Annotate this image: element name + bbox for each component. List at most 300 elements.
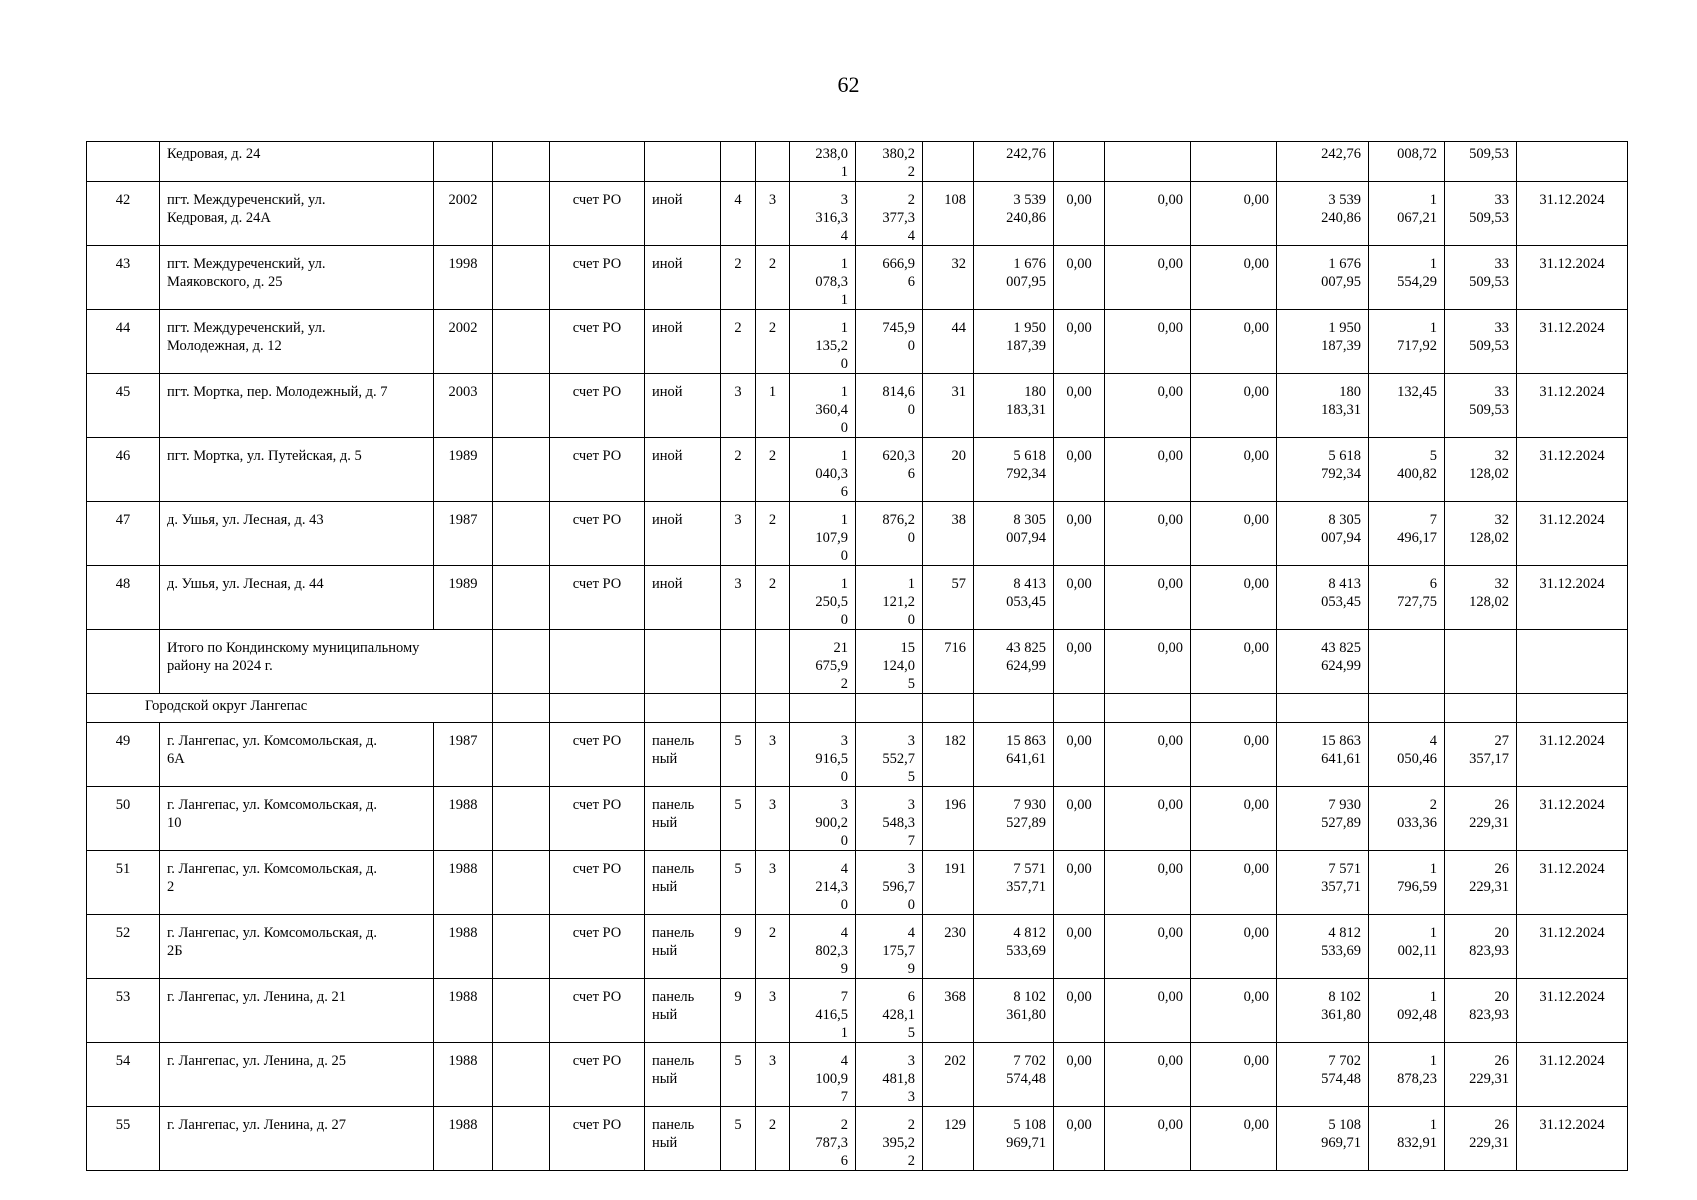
cell-date: 31.12.2024 — [1517, 1043, 1628, 1107]
cell-v3: 0,00 — [1191, 1107, 1277, 1171]
cell-empty — [493, 630, 550, 694]
cell-floors: 2 — [721, 310, 756, 374]
cell-v1: 0,00 — [1054, 374, 1105, 438]
cell-floors — [721, 142, 756, 182]
cell-price-limit: 26 229,31 — [1445, 1107, 1517, 1171]
cell-v3: 0,00 — [1191, 979, 1277, 1043]
cell-material: панель ный — [645, 979, 721, 1043]
cell-cost-fund: 4 812 533,69 — [1277, 915, 1369, 979]
cell-area-living: 814,6 0 — [856, 374, 923, 438]
cell-fund: счет РО — [550, 1043, 645, 1107]
cell-fund: счет РО — [550, 310, 645, 374]
cell-people — [923, 142, 974, 182]
cell-entrances: 2 — [756, 246, 790, 310]
cell-v1: 0,00 — [1054, 787, 1105, 851]
table-row — [87, 182, 1628, 246]
cell-number — [87, 630, 160, 694]
cell-people: 368 — [923, 979, 974, 1043]
cell-material: панель ный — [645, 787, 721, 851]
cell-people: 129 — [923, 1107, 974, 1171]
cell-number: 44 — [87, 310, 160, 374]
cell-year: 1987 — [434, 502, 493, 566]
cell-cost-total: 5 618 792,34 — [974, 438, 1054, 502]
cell-material: иной — [645, 182, 721, 246]
cell-v1: 0,00 — [1054, 851, 1105, 915]
cell-empty — [493, 142, 550, 182]
cell-price-limit: 27 357,17 — [1445, 723, 1517, 787]
total-a1: 21 675,9 2 — [790, 630, 856, 694]
cell-fund: счет РО — [550, 915, 645, 979]
cell-address: пгт. Междуреченский, ул. Маяковского, д. 25 — [160, 246, 434, 310]
cell-cost-fund: 5 108 969,71 — [1277, 1107, 1369, 1171]
cell-area-total: 1 078,3 1 — [790, 246, 856, 310]
cell-area-living: 745,9 0 — [856, 310, 923, 374]
table-row — [87, 787, 1628, 851]
cell-material: иной — [645, 438, 721, 502]
cell-price-limit: 33 509,53 — [1445, 182, 1517, 246]
cell-empty — [493, 374, 550, 438]
cell-price-limit: 32 128,02 — [1445, 502, 1517, 566]
cell-price-limit: 32 128,02 — [1445, 438, 1517, 502]
cell-number: 51 — [87, 851, 160, 915]
cell-entrances — [756, 142, 790, 182]
cell-number: 49 — [87, 723, 160, 787]
cell-cost-total: 7 702 574,48 — [974, 1043, 1054, 1107]
cell-floors: 3 — [721, 502, 756, 566]
cell-number: 52 — [87, 915, 160, 979]
cell-entrances: 3 — [756, 1043, 790, 1107]
cell-v3: 0,00 — [1191, 915, 1277, 979]
cell-area-total: 3 316,3 4 — [790, 182, 856, 246]
cell-v2 — [1105, 142, 1191, 182]
table-row — [87, 851, 1628, 915]
cell-people: 38 — [923, 502, 974, 566]
cell-empty — [974, 694, 1054, 723]
cell-cost-fund: 1 950 187,39 — [1277, 310, 1369, 374]
cell-empty — [493, 438, 550, 502]
cell-number: 48 — [87, 566, 160, 630]
cell-v2: 0,00 — [1105, 182, 1191, 246]
cell-material — [645, 142, 721, 182]
cell-address: Кедровая, д. 24 — [160, 142, 434, 182]
cell-year — [434, 142, 493, 182]
cell-area-living: 3 548,3 7 — [856, 787, 923, 851]
cell-v2: 0,00 — [1105, 723, 1191, 787]
cell-cost-fund: 3 539 240,86 — [1277, 182, 1369, 246]
cell-cost-total: 15 863 641,61 — [974, 723, 1054, 787]
cell-address: пгт. Междуреченский, ул. Молодежная, д. 12 — [160, 310, 434, 374]
cell-year: 2002 — [434, 310, 493, 374]
cell-date: 31.12.2024 — [1517, 723, 1628, 787]
cell-v2: 0,00 — [1105, 979, 1191, 1043]
cell-entrances: 1 — [756, 374, 790, 438]
cell-cost-fund: 7 930 527,89 — [1277, 787, 1369, 851]
cell-empty — [1517, 694, 1628, 723]
cell-empty — [493, 310, 550, 374]
cell-material: иной — [645, 566, 721, 630]
cell-price-sqm: 7 496,17 — [1369, 502, 1445, 566]
cell-cost-total: 242,76 — [974, 142, 1054, 182]
cell-empty — [1105, 694, 1191, 723]
table-row — [87, 1043, 1628, 1107]
cell-entrances: 2 — [756, 1107, 790, 1171]
cell-address: г. Лангепас, ул. Комсомольская, д. 2Б — [160, 915, 434, 979]
cell-empty — [493, 694, 550, 723]
cell-entrances: 2 — [756, 566, 790, 630]
cell-entrances: 3 — [756, 787, 790, 851]
cell-material: панель ный — [645, 915, 721, 979]
cell-number: 46 — [87, 438, 160, 502]
cell-area-total: 1 135,2 0 — [790, 310, 856, 374]
cell-address: г. Лангепас, ул. Комсомольская, д. 10 — [160, 787, 434, 851]
cell-v2: 0,00 — [1105, 915, 1191, 979]
cell-date: 31.12.2024 — [1517, 979, 1628, 1043]
table-row — [87, 1107, 1628, 1171]
cell-price-sqm: 1 092,48 — [1369, 979, 1445, 1043]
cell-number: 43 — [87, 246, 160, 310]
cell-date: 31.12.2024 — [1517, 246, 1628, 310]
cell-empty — [493, 723, 550, 787]
cell-area-total: 1 250,5 0 — [790, 566, 856, 630]
cell-v1: 0,00 — [1054, 310, 1105, 374]
cell-date: 31.12.2024 — [1517, 374, 1628, 438]
cell-entrances: 2 — [756, 438, 790, 502]
cell-price-sqm: 5 400,82 — [1369, 438, 1445, 502]
cell-date — [1517, 142, 1628, 182]
cell-people: 31 — [923, 374, 974, 438]
cell-fund: счет РО — [550, 374, 645, 438]
cell-v1: 0,00 — [1054, 1107, 1105, 1171]
cell-cost-total: 180 183,31 — [974, 374, 1054, 438]
cell-people: 230 — [923, 915, 974, 979]
cell-area-total: 3 900,2 0 — [790, 787, 856, 851]
cell-price-sqm: 1 554,29 — [1369, 246, 1445, 310]
cell-year: 1989 — [434, 566, 493, 630]
cell-entrances: 2 — [756, 310, 790, 374]
cell-v2: 0,00 — [1105, 246, 1191, 310]
cell-v1: 0,00 — [1054, 979, 1105, 1043]
cell-year: 1998 — [434, 246, 493, 310]
cell-fund: счет РО — [550, 502, 645, 566]
cell-cost-total: 8 305 007,94 — [974, 502, 1054, 566]
cell-empty — [493, 787, 550, 851]
cell-v2: 0,00 — [1105, 787, 1191, 851]
cell-material — [645, 630, 721, 694]
cell-year: 1988 — [434, 915, 493, 979]
cell-price-sqm: 6 727,75 — [1369, 566, 1445, 630]
cell-empty — [493, 1107, 550, 1171]
table-body — [87, 142, 1628, 1171]
table-row — [87, 246, 1628, 310]
cell-area-living: 4 175,7 9 — [856, 915, 923, 979]
cell-price-sqm: 1 878,23 — [1369, 1043, 1445, 1107]
cell-empty — [1277, 694, 1369, 723]
cell-price-sqm: 008,72 — [1369, 142, 1445, 182]
cell-number: 50 — [87, 787, 160, 851]
cell-cost-fund: 8 305 007,94 — [1277, 502, 1369, 566]
cell-date: 31.12.2024 — [1517, 787, 1628, 851]
cell-cost-total: 8 102 361,80 — [974, 979, 1054, 1043]
cell-v2: 0,00 — [1105, 502, 1191, 566]
total-v1: 0,00 — [1054, 630, 1105, 694]
cell-cost-fund: 8 413 053,45 — [1277, 566, 1369, 630]
cell-cost-fund: 7 571 357,71 — [1277, 851, 1369, 915]
cell-v3: 0,00 — [1191, 182, 1277, 246]
cell-v1: 0,00 — [1054, 915, 1105, 979]
cell-floors: 5 — [721, 1043, 756, 1107]
total-v3: 0,00 — [1191, 630, 1277, 694]
cell-empty — [493, 979, 550, 1043]
cell-cost-fund: 15 863 641,61 — [1277, 723, 1369, 787]
total-people: 716 — [923, 630, 974, 694]
cell-empty — [493, 915, 550, 979]
cell-v1: 0,00 — [1054, 182, 1105, 246]
cell-empty — [493, 566, 550, 630]
cell-v2: 0,00 — [1105, 566, 1191, 630]
cell-fund: счет РО — [550, 1107, 645, 1171]
cell-year: 1987 — [434, 723, 493, 787]
cell-material: панель ный — [645, 851, 721, 915]
cell-cost-total: 1 676 007,95 — [974, 246, 1054, 310]
cell-entrances — [756, 630, 790, 694]
cell-people: 202 — [923, 1043, 974, 1107]
cell-fund: счет РО — [550, 723, 645, 787]
cell-area-total: 238,0 1 — [790, 142, 856, 182]
cell-material: иной — [645, 502, 721, 566]
cell-price-limit: 509,53 — [1445, 142, 1517, 182]
cell-fund: счет РО — [550, 979, 645, 1043]
cell-address: пгт. Междуреченский, ул. Кедровая, д. 24А — [160, 182, 434, 246]
cell-fund: счет РО — [550, 182, 645, 246]
cell-empty — [1191, 694, 1277, 723]
table-row — [87, 502, 1628, 566]
cell-floors: 9 — [721, 979, 756, 1043]
cell-v3: 0,00 — [1191, 723, 1277, 787]
cell-cost-total: 5 108 969,71 — [974, 1107, 1054, 1171]
cell-cost-total: 1 950 187,39 — [974, 310, 1054, 374]
cell-cost-total: 8 413 053,45 — [974, 566, 1054, 630]
cell-fund: счет РО — [550, 787, 645, 851]
cell-number: 42 — [87, 182, 160, 246]
cell-v1: 0,00 — [1054, 502, 1105, 566]
cell-fund: счет РО — [550, 246, 645, 310]
cell-area-living: 620,3 6 — [856, 438, 923, 502]
cell-v2: 0,00 — [1105, 851, 1191, 915]
cell-area-living: 2 395,2 2 — [856, 1107, 923, 1171]
cell-address: г. Лангепас, ул. Комсомольская, д. 2 — [160, 851, 434, 915]
cell-fund — [550, 142, 645, 182]
cell-price-limit: 33 509,53 — [1445, 310, 1517, 374]
total-label: Итого по Кондинскому муниципальному району на 2024 г. — [160, 630, 493, 694]
cell-price-sqm: 1 832,91 — [1369, 1107, 1445, 1171]
cell-v2: 0,00 — [1105, 1043, 1191, 1107]
cell-people: 57 — [923, 566, 974, 630]
cell-floors: 3 — [721, 566, 756, 630]
cell-address: г. Лангепас, ул. Ленина, д. 27 — [160, 1107, 434, 1171]
cell-v1: 0,00 — [1054, 246, 1105, 310]
cell-fund: счет РО — [550, 851, 645, 915]
cell-empty — [493, 246, 550, 310]
cell-area-living: 2 377,3 4 — [856, 182, 923, 246]
cell-price-limit: 26 229,31 — [1445, 787, 1517, 851]
cell-cost-total: 7 930 527,89 — [974, 787, 1054, 851]
cell-price-limit: 33 509,53 — [1445, 374, 1517, 438]
cell-date: 31.12.2024 — [1517, 915, 1628, 979]
cell-price-sqm: 1 002,11 — [1369, 915, 1445, 979]
cell-area-total: 1 040,3 6 — [790, 438, 856, 502]
cell-people: 44 — [923, 310, 974, 374]
cell-empty — [790, 694, 856, 723]
cell-cost-fund: 8 102 361,80 — [1277, 979, 1369, 1043]
cell-v1: 0,00 — [1054, 566, 1105, 630]
table-row-continued — [87, 142, 1628, 182]
cell-entrances: 2 — [756, 502, 790, 566]
cell-cost-total: 4 812 533,69 — [974, 915, 1054, 979]
cell-number: 54 — [87, 1043, 160, 1107]
cell-floors: 4 — [721, 182, 756, 246]
total-fsum: 43 825 624,99 — [1277, 630, 1369, 694]
table-row — [87, 310, 1628, 374]
cell-price-limit: 26 229,31 — [1445, 851, 1517, 915]
cell-fund: счет РО — [550, 566, 645, 630]
cell-number: 47 — [87, 502, 160, 566]
cell-v3: 0,00 — [1191, 1043, 1277, 1107]
cell-v2: 0,00 — [1105, 438, 1191, 502]
cell-v3: 0,00 — [1191, 566, 1277, 630]
cell-v3: 0,00 — [1191, 787, 1277, 851]
cell-area-total: 1 360,4 0 — [790, 374, 856, 438]
cell-entrances: 2 — [756, 915, 790, 979]
table-row — [87, 723, 1628, 787]
cell-number: 45 — [87, 374, 160, 438]
cell-v3: 0,00 — [1191, 502, 1277, 566]
cell-date — [1517, 630, 1628, 694]
cell-date: 31.12.2024 — [1517, 310, 1628, 374]
cell-material: иной — [645, 310, 721, 374]
cell-price-sqm: 2 033,36 — [1369, 787, 1445, 851]
cell-area-living: 3 552,7 5 — [856, 723, 923, 787]
cell-price-limit — [1445, 630, 1517, 694]
cell-year: 1988 — [434, 787, 493, 851]
cell-number: 53 — [87, 979, 160, 1043]
cell-price-sqm: 1 717,92 — [1369, 310, 1445, 374]
cell-v3: 0,00 — [1191, 851, 1277, 915]
cell-price-limit: 20 823,93 — [1445, 915, 1517, 979]
cell-year: 1988 — [434, 1043, 493, 1107]
cell-address: пгт. Мортка, пер. Молодежный, д. 7 — [160, 374, 434, 438]
cell-cost-fund: 7 702 574,48 — [1277, 1043, 1369, 1107]
cell-date: 31.12.2024 — [1517, 851, 1628, 915]
cell-v3 — [1191, 142, 1277, 182]
cell-people: 32 — [923, 246, 974, 310]
cell-address: г. Лангепас, ул. Комсомольская, д. 6А — [160, 723, 434, 787]
total-row — [87, 630, 1628, 694]
cell-empty — [1054, 694, 1105, 723]
cell-price-sqm: 4 050,46 — [1369, 723, 1445, 787]
cell-date: 31.12.2024 — [1517, 1107, 1628, 1171]
section-row — [87, 694, 1628, 723]
cell-floors: 2 — [721, 246, 756, 310]
cell-floors: 5 — [721, 723, 756, 787]
cell-floors — [721, 630, 756, 694]
page-number: 62 — [837, 72, 860, 97]
table-row — [87, 979, 1628, 1043]
total-v2: 0,00 — [1105, 630, 1191, 694]
cell-v3: 0,00 — [1191, 246, 1277, 310]
cell-people: 108 — [923, 182, 974, 246]
cell-area-total: 2 787,3 6 — [790, 1107, 856, 1171]
cell-area-living: 380,2 2 — [856, 142, 923, 182]
cell-number — [87, 142, 160, 182]
cell-date: 31.12.2024 — [1517, 502, 1628, 566]
cell-area-total: 7 416,5 1 — [790, 979, 856, 1043]
cell-address: г. Лангепас, ул. Ленина, д. 21 — [160, 979, 434, 1043]
cell-v2: 0,00 — [1105, 1107, 1191, 1171]
cell-price-limit: 32 128,02 — [1445, 566, 1517, 630]
cell-floors: 2 — [721, 438, 756, 502]
cell-area-living: 6 428,1 5 — [856, 979, 923, 1043]
cell-empty — [923, 694, 974, 723]
cell-cost-total: 7 571 357,71 — [974, 851, 1054, 915]
cell-area-total: 3 916,5 0 — [790, 723, 856, 787]
cell-year: 1989 — [434, 438, 493, 502]
section-title: Городской округ Лангепас — [87, 694, 493, 723]
cell-address: пгт. Мортка, ул. Путейская, д. 5 — [160, 438, 434, 502]
cell-empty — [721, 694, 756, 723]
cell-date: 31.12.2024 — [1517, 438, 1628, 502]
cell-empty — [550, 694, 645, 723]
cell-year: 2002 — [434, 182, 493, 246]
cell-v1: 0,00 — [1054, 1043, 1105, 1107]
cell-year: 2003 — [434, 374, 493, 438]
cell-material: панель ный — [645, 723, 721, 787]
cell-address: д. Ушья, ул. Лесная, д. 44 — [160, 566, 434, 630]
cell-floors: 3 — [721, 374, 756, 438]
cell-cost-fund: 1 676 007,95 — [1277, 246, 1369, 310]
cell-people: 191 — [923, 851, 974, 915]
cell-date: 31.12.2024 — [1517, 566, 1628, 630]
cell-people: 196 — [923, 787, 974, 851]
cell-empty — [493, 1043, 550, 1107]
cell-date: 31.12.2024 — [1517, 182, 1628, 246]
cell-people: 20 — [923, 438, 974, 502]
cell-empty — [493, 182, 550, 246]
table-row — [87, 566, 1628, 630]
cell-cost-fund: 5 618 792,34 — [1277, 438, 1369, 502]
table-row — [87, 374, 1628, 438]
cell-area-living: 3 481,8 3 — [856, 1043, 923, 1107]
cell-empty — [1445, 694, 1517, 723]
cell-floors: 5 — [721, 787, 756, 851]
cell-year: 1988 — [434, 979, 493, 1043]
cell-v1 — [1054, 142, 1105, 182]
cell-fund — [550, 630, 645, 694]
cell-price-limit: 20 823,93 — [1445, 979, 1517, 1043]
cell-entrances: 3 — [756, 182, 790, 246]
cell-empty — [756, 694, 790, 723]
cell-entrances: 3 — [756, 723, 790, 787]
cell-year: 1988 — [434, 851, 493, 915]
cell-area-total: 4 802,3 9 — [790, 915, 856, 979]
cell-area-total: 1 107,9 0 — [790, 502, 856, 566]
cell-area-living: 1 121,2 0 — [856, 566, 923, 630]
cell-empty — [645, 694, 721, 723]
cell-price-sqm: 132,45 — [1369, 374, 1445, 438]
cell-empty — [1369, 694, 1445, 723]
total-sum: 43 825 624,99 — [974, 630, 1054, 694]
cell-floors: 9 — [721, 915, 756, 979]
cell-empty — [493, 502, 550, 566]
